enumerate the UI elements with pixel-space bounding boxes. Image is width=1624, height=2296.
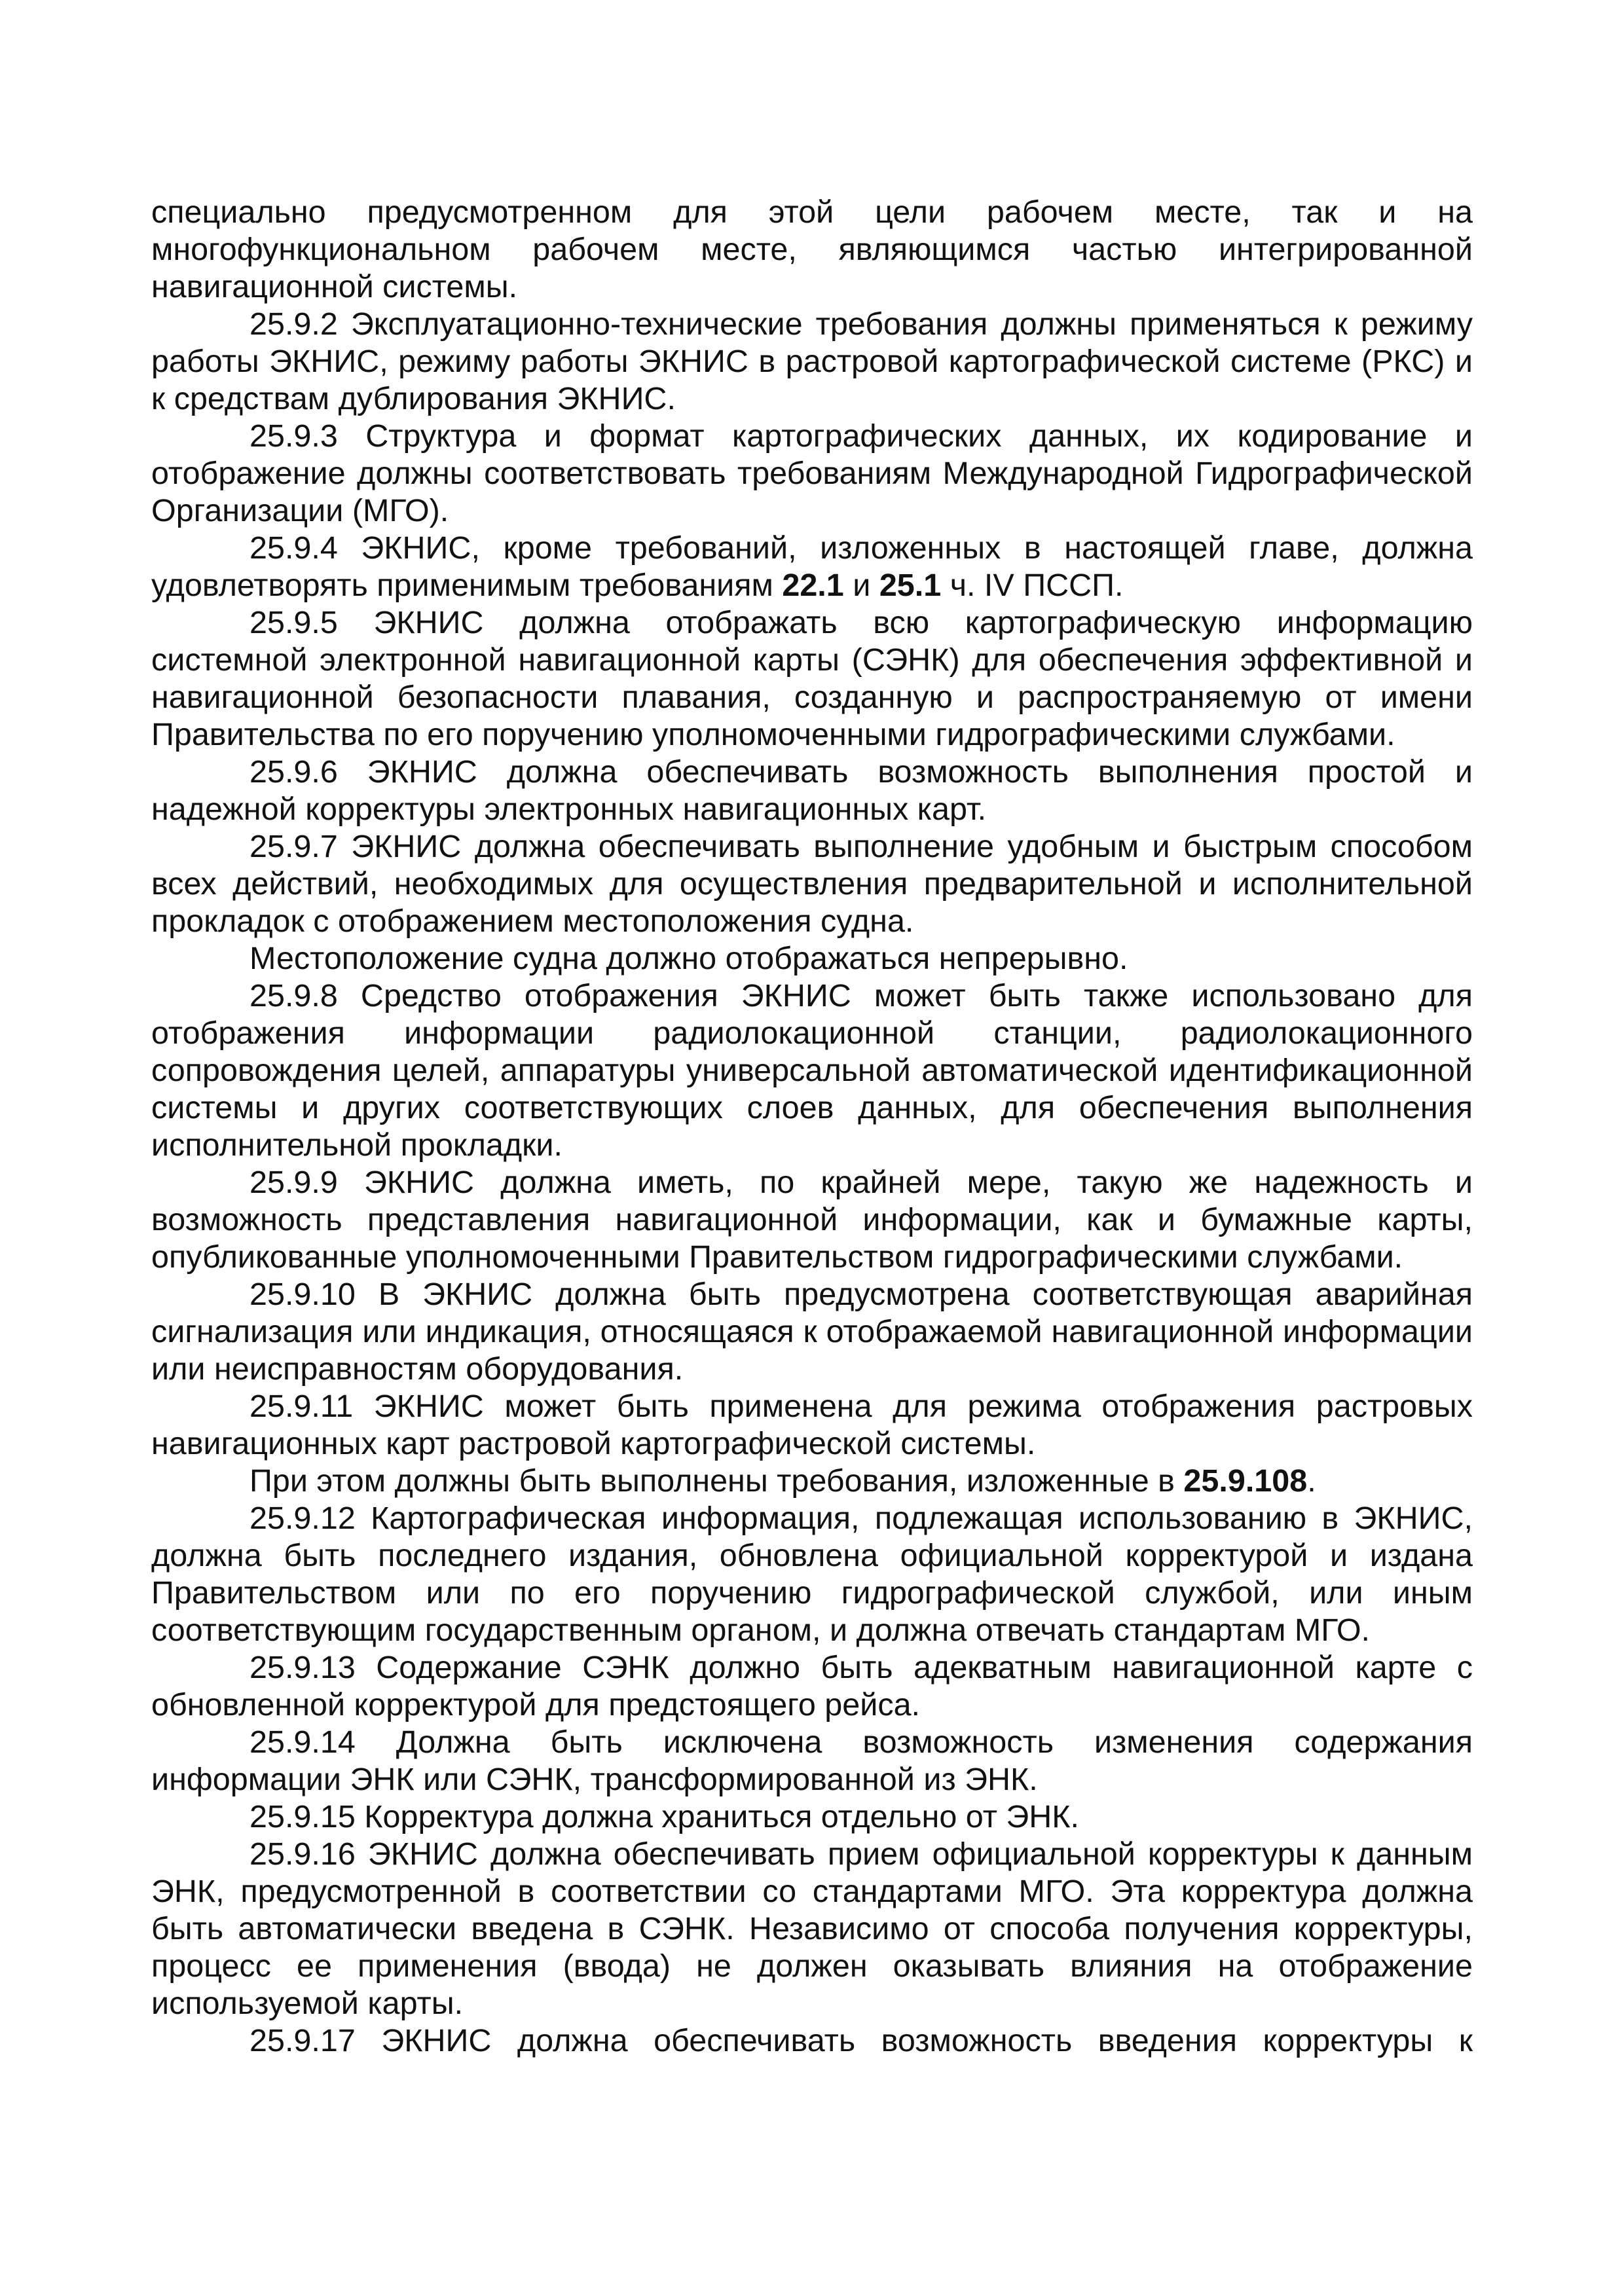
paragraph-text: 25.9.10 В ЭКНИС должна быть предусмотрена соответствующая аварийная сигнализация или индикация, относящаяся к отображаемой навигационной информации или неисправностям оборудования. (151, 1277, 1473, 1387)
paragraph-text: 25.9.9 ЭКНИС должна иметь, по крайней мере, такую же надежность и возможность представления навигационной информации, как и бумажные карты, опубликованные уполномоченными Правительством гидрографическими службами. (151, 1165, 1473, 1275)
paragraph-text: 25.9.14 Должна быть исключена возможность изменения содержания информации ЭНК или СЭНК, трансформированной из ЭНК. (151, 1724, 1473, 1797)
reference-25-9-108: 25.9.108 (1183, 1463, 1308, 1499)
paragraph-25-9-15 (151, 1798, 1473, 1836)
paragraph-25-9-7 (151, 828, 1473, 940)
paragraph-text: 25.9.5 ЭКНИС должна отображать всю картографическую информацию системной электронной навигационной карты (СЭНК) для обеспечения эффективной и навигационной безопасности плавания, созданную и распространяемую от имени Правительства по его поручению уполномоченными гидрографическими службами. (151, 605, 1473, 752)
paragraph-text: 25.9.16 ЭКНИС должна обеспечивать прием официальной корректуры к данным ЭНК, предусмотренной в соответствии со стандартами МГО. Эта корректура должна быть автоматически введена в СЭНК. Независимо от способа получения корректуры, процесс ее применения (ввода) не должен оказывать влияния на отображение используемой карты. (151, 1836, 1473, 2021)
paragraph-text: 25.9.15 Корректура должна храниться отдельно от ЭНК. (249, 1799, 1079, 1834)
paragraph-25-9-9 (151, 1164, 1473, 1276)
paragraph-ship-position (151, 940, 1473, 977)
paragraph-25-9-16 (151, 1836, 1473, 2022)
paragraph-25-9-5 (151, 604, 1473, 754)
paragraph-text: . (1307, 1463, 1316, 1499)
paragraph-text: Местоположение судна должно отображаться непрерывно. (249, 941, 1128, 976)
paragraph-25-9-13 (151, 1649, 1473, 1724)
paragraph-25-9-11 (151, 1388, 1473, 1463)
paragraph-text: 25.9.13 Содержание СЭНК должно быть адекватным навигационной карте с обновленной корректурой для предстоящего рейса. (151, 1650, 1473, 1722)
paragraph-25-9-17 (151, 2022, 1473, 2060)
paragraph-25-9-10 (151, 1276, 1473, 1388)
paragraph-25-9-3 (151, 418, 1473, 530)
paragraph-text: При этом должны быть выполнены требования, изложенные в (249, 1463, 1184, 1499)
paragraph-text: ч. IV ПССП. (941, 568, 1124, 603)
paragraph-25-9-4 (151, 530, 1473, 604)
paragraph-25-9-6 (151, 754, 1473, 828)
paragraph-text: специально предусмотренном для этой цели рабочем месте, так и на многофункциональном рабочем месте, являющимся частью интегрированной навигационной системы. (151, 194, 1473, 304)
paragraph-text: и (843, 568, 879, 603)
paragraph-text: 25.9.7 ЭКНИС должна обеспечивать выполнение удобным и быстрым способом всех действий, необходимых для осуществления предварительной и исполнительной прокладок с отображением местоположения судна. (151, 829, 1473, 939)
paragraph-text: 25.9.3 Структура и формат картографических данных, их кодирование и отображение должны соответствовать требованиям Международной Гидрографической Организации (МГО). (151, 418, 1473, 528)
paragraph-text: 25.9.17 ЭКНИС должна обеспечивать возможность введения корректуры к (249, 2023, 1473, 2058)
paragraph-25-9-8 (151, 977, 1473, 1164)
paragraph-text: 25.9.8 Средство отображения ЭКНИС может быть также использовано для отображения информации радиолокационной станции, радиолокационного сопровождения целей, аппаратуры универсальной автоматической идентификационной системы и других соответствующих слоев данных, для обеспечения выполнения исполнительной прокладки. (151, 978, 1473, 1163)
paragraph-continuation (151, 194, 1473, 306)
paragraph-text: 25.9.2 Эксплуатационно-технические требования должны применяться к режиму работы ЭКНИС, режиму работы ЭКНИС в растровой картографической системе (РКС) и к средствам дублирования ЭКНИС. (151, 306, 1473, 416)
paragraph-requirements-reference (151, 1463, 1473, 1500)
paragraph-text: 25.9.12 Картографическая информация, подлежащая использованию в ЭКНИС, должна быть последнего издания, обновлена официальной корректурой и издана Правительством или по его поручению гидрографической службой, или иным соответствующим государственным органом, и должна отвечать стандартам МГО. (151, 1501, 1473, 1648)
reference-25-1: 25.1 (879, 568, 942, 603)
paragraph-text: 25.9.11 ЭКНИС может быть применена для режима отображения растровых навигационных карт растровой картографической системы. (151, 1389, 1473, 1461)
paragraph-25-9-12 (151, 1500, 1473, 1649)
paragraph-25-9-2 (151, 306, 1473, 418)
document-page (151, 194, 1473, 2060)
paragraph-text: 25.9.4 ЭКНИС, кроме требований, изложенных в настоящей главе, должна удовлетворять применимым требованиям (151, 530, 1473, 603)
paragraph-text: 25.9.6 ЭКНИС должна обеспечивать возможность выполнения простой и надежной корректуры электронных навигационных карт. (151, 754, 1473, 827)
reference-22-1: 22.1 (782, 568, 844, 603)
paragraph-25-9-14 (151, 1724, 1473, 1798)
